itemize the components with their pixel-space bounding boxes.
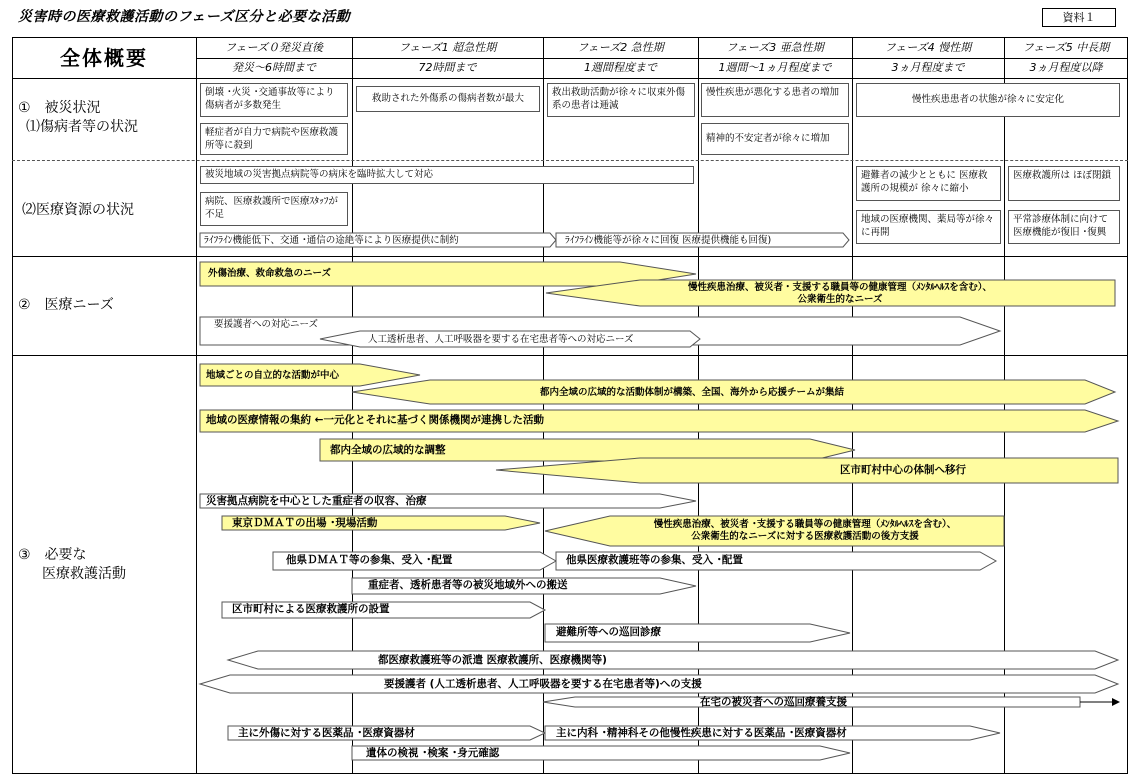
phase-1-name: フェーズ1 超急性期 <box>398 41 497 54</box>
row-label-resources: ⑵医療資源の状況 <box>22 202 134 218</box>
status-box-rescue-ending: 救出救助活動が徐々に収束外傷系の患者は逓減 <box>547 83 695 117</box>
row-label-activities-1: ③ 必要な <box>18 547 87 563</box>
document-label: 資料１ <box>1042 8 1116 27</box>
label-shelter-rounds: 避難所等への巡回診療 <box>556 626 661 638</box>
label-dialysis-needs: 人工透析患者、人工呼吸器を要する在宅患者等への対応ニーズ <box>368 334 634 345</box>
arrow-municipal-transition <box>496 458 1118 483</box>
document-title: 災害時の医療救護活動のフェーズ区分と必要な活動 <box>18 9 351 25</box>
label-info-aggregation: 地域の医療情報の集約 ←一元化とそれに基づく関係機関が連携した活動 <box>206 414 544 426</box>
phase-3-period: 1週間～1ヵ月程度まで <box>718 61 832 74</box>
label-tokyo-dmat: 東京ＤＭＡＴの出場 ･現場活動 <box>232 517 378 529</box>
resource-box-shrinking-posts: 避難者の減少とともに 医療救護所の規模が 徐々に縮小 <box>856 166 1001 201</box>
phase-4-name: フェーズ4 慢性期 <box>884 41 972 54</box>
label-evacuation: 重症者、透析患者等の被災地域外への搬送 <box>368 579 568 591</box>
label-municipal-posts: 区市町村による医療救護所の設置 <box>232 603 390 615</box>
resource-box-staff-shortage: 病院、医療救護所で医療ｽﾀｯﾌが不足 <box>200 192 348 226</box>
label-team-dispatch: 都医療救護班等の派遣 医療救護所、医療機関等) <box>378 654 607 666</box>
label-home-rounds: 在宅の被災者への巡回療養支援 <box>700 696 847 708</box>
phase-4-period: 3ヵ月程度まで <box>891 61 965 74</box>
status-box-max-trauma: 救助された外傷系の傷病者数が最大 <box>356 86 540 112</box>
row-label-activities-2: 医療救護活動 <box>42 566 126 582</box>
resource-box-posts-closed: 医療救護所は ほぼ閉鎖 <box>1008 166 1120 201</box>
phase-0-name: フェーズ０発災直後 <box>225 41 323 54</box>
label-chronic-needs-1: 慢性疾患治療、被災者・支援する職員等の健康管理（ﾒﾝﾀﾙﾍﾙｽを含む）、 <box>687 282 992 293</box>
label-wide-coordination: 都内全域の広域的な調整 <box>330 444 446 456</box>
phase-2-period: 1週間程度まで <box>584 61 657 74</box>
resource-box-reopening: 地域の医療機関、薬局等が徐々に再開 <box>856 210 1001 244</box>
resource-box-bed-expansion: 被災地域の災害拠点病院等の病床を臨時拡大して対応 <box>200 166 694 184</box>
label-trauma-needs: 外傷治療、救命救急のニーズ <box>208 268 332 279</box>
phase-0-period: 発災～6時間まで <box>232 61 316 74</box>
status-box-minor-injuries: 軽症者が自力で病院や医療救護所等に殺到 <box>200 123 348 155</box>
resource-box-recovery: 平常診療体制に向けて医療機能が復旧 ･復興 <box>1008 210 1120 244</box>
label-vulnerable-support: 要援護者 (人工透析患者、人工呼吸器を要する在宅患者等)への支援 <box>384 678 702 690</box>
row-label-casualties-2: ⑴傷病者等の状況 <box>26 119 138 135</box>
status-box-chronic-stabilizing: 慢性疾患患者の状態が徐々に安定化 <box>856 83 1120 117</box>
label-chronic-needs-2: 公衆衛生的なニーズ <box>797 294 883 305</box>
label-tokyo-wide-activity: 都内全域の広域的な活動体制が構築、全国、海外から応援チームが集結 <box>540 387 845 398</box>
phase-2-name: フェーズ2 急性期 <box>577 41 664 54</box>
label-trauma-supplies: 主に外傷に対する医薬品 ･医療資器材 <box>238 727 415 739</box>
label-chronic-supplies: 主に内科 ･精神科その他慢性疾患に対する医薬品 ･医療資器材 <box>556 727 847 739</box>
phase-1-period: 72時間まで <box>418 61 477 74</box>
status-box-mental-instability: 精神的不安定者が徐々に増加 <box>701 123 849 155</box>
label-local-activity: 地域ごとの自立的な活動が中心 <box>206 370 340 381</box>
label-other-teams: 他県医療救護班等の参集、受入 ･配置 <box>566 554 743 566</box>
label-base-hospital: 災害拠点病院を中心とした重症者の収容、治療 <box>206 495 427 507</box>
label-municipal-transition: 区市町村中心の体制へ移行 <box>840 464 966 476</box>
label-other-dmat: 他県ＤＭＡＴ等の参集、受入 ･配置 <box>286 554 453 566</box>
label-support-needs: 要援護者への対応ニーズ <box>214 319 319 330</box>
arrow-team-dispatch <box>228 651 1118 669</box>
label-lifeline-constraint: ﾗｲﾌﾗｲﾝ機能低下、交通 ･通信の途絶等により医療提供に制約 <box>204 235 459 246</box>
label-chronic-support-1: 慢性疾患治療、被災者 ･支援する職員等の健康管理（ﾒﾝﾀﾙﾍﾙｽを含む）、 <box>653 519 957 530</box>
label-chronic-support-2: 公衆衛生的なニーズに対する医療救護活動の後方支援 <box>691 531 919 542</box>
phase-5-period: 3ヵ月程度以降 <box>1029 61 1103 74</box>
row-label-needs: ② 医療ニーズ <box>18 297 114 313</box>
arrow-home-rounds-tip <box>1112 698 1120 706</box>
label-lifeline-recovery: ﾗｲﾌﾗｲﾝ機能等が徐々に回復 医療提供機能も回復) <box>565 235 772 246</box>
label-body-identification: 遺体の検視 ･検案 ･身元確認 <box>366 747 500 759</box>
status-box-casualties: 倒壊 ･火災 ･交通事故等により傷病者が多数発生 <box>200 83 348 117</box>
phase-3-name: フェーズ3 亜急性期 <box>726 41 824 54</box>
overview-header: 全体概要 <box>60 46 148 70</box>
phase-5-name: フェーズ5 中長期 <box>1022 41 1110 54</box>
row-label-casualties-1: ① 被災状況 <box>18 100 101 116</box>
status-box-chronic-worsening: 慢性疾患が悪化する患者の増加 <box>701 83 849 117</box>
